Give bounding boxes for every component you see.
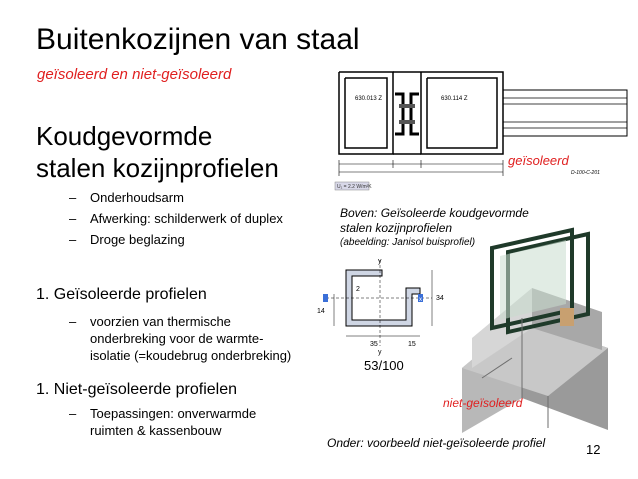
insulated-sub-list	[58, 313, 298, 364]
u-value-stamp: U₁ = 2.2 W/m²K	[337, 184, 372, 190]
heading-line-1: Koudgevormde	[36, 121, 213, 151]
bullet-item: – Droge beglazing	[58, 231, 318, 248]
dim-15: 15	[408, 341, 416, 348]
axis-y-label-bottom: y	[378, 349, 382, 356]
sub-bullet-item: – voorzien van thermische onderbreking voor de warmte-isolatie (=koudebrug onderbreking)	[58, 313, 298, 364]
page-number: 12	[586, 442, 601, 457]
insulated-profile-drawing	[333, 64, 633, 194]
profile-code-left: 630.013 Z	[355, 96, 383, 102]
caption-top-line-1: Boven: Geïsoleerde koudgevormde	[340, 206, 529, 220]
drawing-code: D-100-C-201	[571, 170, 600, 176]
slide-subtitle: geïsoleerd en niet-geïsoleerd	[37, 66, 232, 83]
z-profile-section-drawing	[312, 250, 462, 375]
heading-line-2: stalen kozijnprofielen	[36, 153, 279, 183]
section-number: 53/100	[364, 358, 404, 373]
property-list	[58, 189, 318, 252]
numbered-item-insulated: 1. Geïsoleerde profielen	[36, 286, 207, 303]
caption-top-note: (abeelding: Janisol buisprofiel)	[340, 237, 476, 248]
caption-top-line-2: stalen kozijnprofielen	[340, 221, 453, 235]
insulated-label: geïsoleerd	[508, 153, 569, 168]
axis-x-label-left: x	[320, 292, 323, 298]
slide-title: Buitenkozijnen van staal	[36, 23, 360, 56]
axis-x-label-right: x	[419, 297, 422, 303]
dim-35: 35	[370, 341, 378, 348]
axis-y-label-top: y	[378, 258, 382, 265]
bullet-item: – Onderhoudsarm	[58, 189, 318, 206]
dim-2: 2	[356, 286, 360, 293]
sub-bullet-item: – Toepassingen: onverwarmde ruimten & kassenbouw	[58, 405, 298, 439]
non-insulated-label: niet-geïsoleerd	[443, 396, 523, 410]
non-insulated-sub-list	[58, 405, 298, 439]
profile-code-right: 630.114 Z	[441, 96, 468, 102]
dim-34: 34	[436, 295, 444, 302]
dim-14: 14	[317, 308, 325, 315]
bullet-item: – Afwerking: schilderwerk of duplex	[58, 210, 318, 227]
caption-bottom: Onder: voorbeeld niet-geïsoleerde profiel	[327, 436, 546, 450]
numbered-item-non-insulated: 1. Niet-geïsoleerde profielen	[36, 381, 238, 398]
section-heading	[36, 120, 279, 184]
